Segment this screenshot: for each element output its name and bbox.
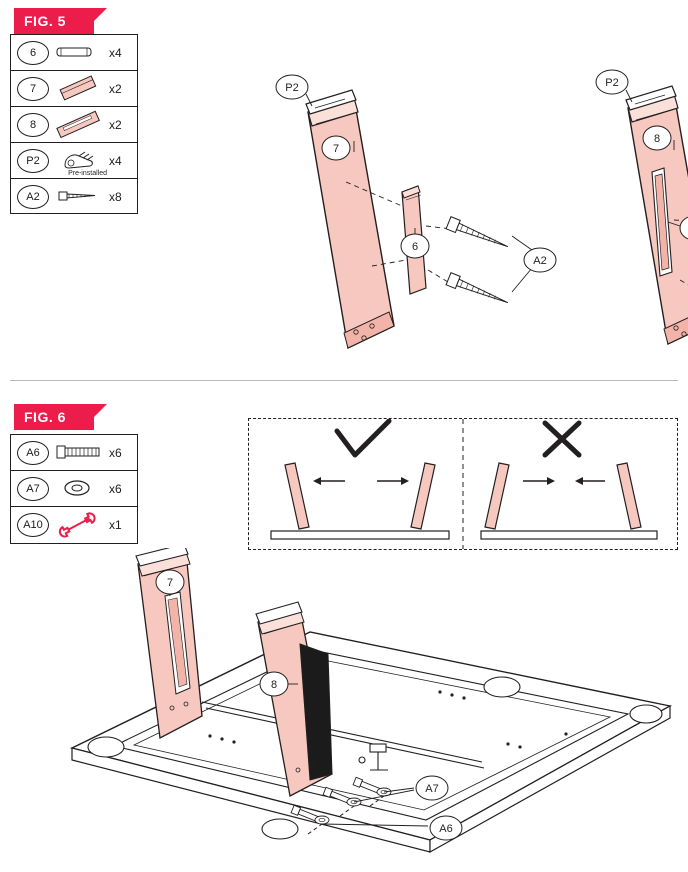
fig6-banner-label: FIG. 6 xyxy=(24,409,66,425)
part-qty: x6 xyxy=(109,445,122,460)
part-qty: x1 xyxy=(109,518,122,532)
part-row xyxy=(11,435,137,471)
part-row xyxy=(11,143,137,179)
part-tag-bubble: 8 xyxy=(17,113,49,137)
screw-long-icon xyxy=(49,179,109,215)
part-qty: x2 xyxy=(109,117,122,132)
part-qty: x2 xyxy=(109,81,122,96)
banner-tail-icon xyxy=(94,404,107,430)
svg-text:P2: P2 xyxy=(605,77,619,89)
part-tag-bubble: 6 xyxy=(17,41,49,65)
part-qty: x6 xyxy=(109,481,122,496)
part-qty: x4 xyxy=(109,153,122,168)
svg-text:8: 8 xyxy=(270,679,278,691)
fig5-banner xyxy=(14,8,94,34)
fig5-parts-list xyxy=(10,34,138,214)
bracket-plate-icon xyxy=(49,71,109,106)
fig6-banner xyxy=(14,404,94,430)
svg-text:A6: A6 xyxy=(439,823,453,835)
fig5-banner-label: FIG. 5 xyxy=(24,13,66,29)
long-plate-icon xyxy=(49,107,109,142)
banner-tail-icon xyxy=(94,8,107,34)
svg-text:7: 7 xyxy=(166,577,174,589)
svg-text:P2: P2 xyxy=(285,82,299,94)
svg-text:A2: A2 xyxy=(533,255,547,267)
part-row xyxy=(11,107,137,143)
svg-text:8: 8 xyxy=(653,133,661,145)
wrench-icon xyxy=(49,507,109,543)
cross-icon xyxy=(545,423,579,455)
svg-text:7: 7 xyxy=(332,143,340,155)
fig6-illustration xyxy=(10,548,688,866)
part-tag-bubble: A7 xyxy=(17,477,49,501)
part-tag-bubble: 7 xyxy=(17,77,49,101)
part-row xyxy=(11,71,137,107)
fig5-illustration xyxy=(140,20,688,350)
preinstalled-note: Pre-installed xyxy=(68,170,107,177)
part-qty: x4 xyxy=(109,45,122,60)
section-divider xyxy=(10,380,678,381)
bolt-icon xyxy=(49,435,109,470)
part-qty: x8 xyxy=(109,190,122,204)
svg-text:A7: A7 xyxy=(425,783,439,795)
part-tag-bubble: A2 xyxy=(17,185,49,209)
svg-text:6: 6 xyxy=(411,241,419,253)
washer-icon xyxy=(49,471,109,506)
part-row xyxy=(11,179,137,215)
part-tag-bubble: A10 xyxy=(17,513,49,537)
part-tag-bubble: A6 xyxy=(17,441,49,465)
dowel-short-icon xyxy=(49,35,109,70)
orientation-comparison-panel xyxy=(248,418,678,550)
fig6-parts-list xyxy=(10,434,138,544)
part-row xyxy=(11,35,137,71)
part-row xyxy=(11,507,137,543)
part-row xyxy=(11,471,137,507)
check-icon xyxy=(337,421,389,455)
part-tag-bubble: P2 xyxy=(17,149,49,173)
